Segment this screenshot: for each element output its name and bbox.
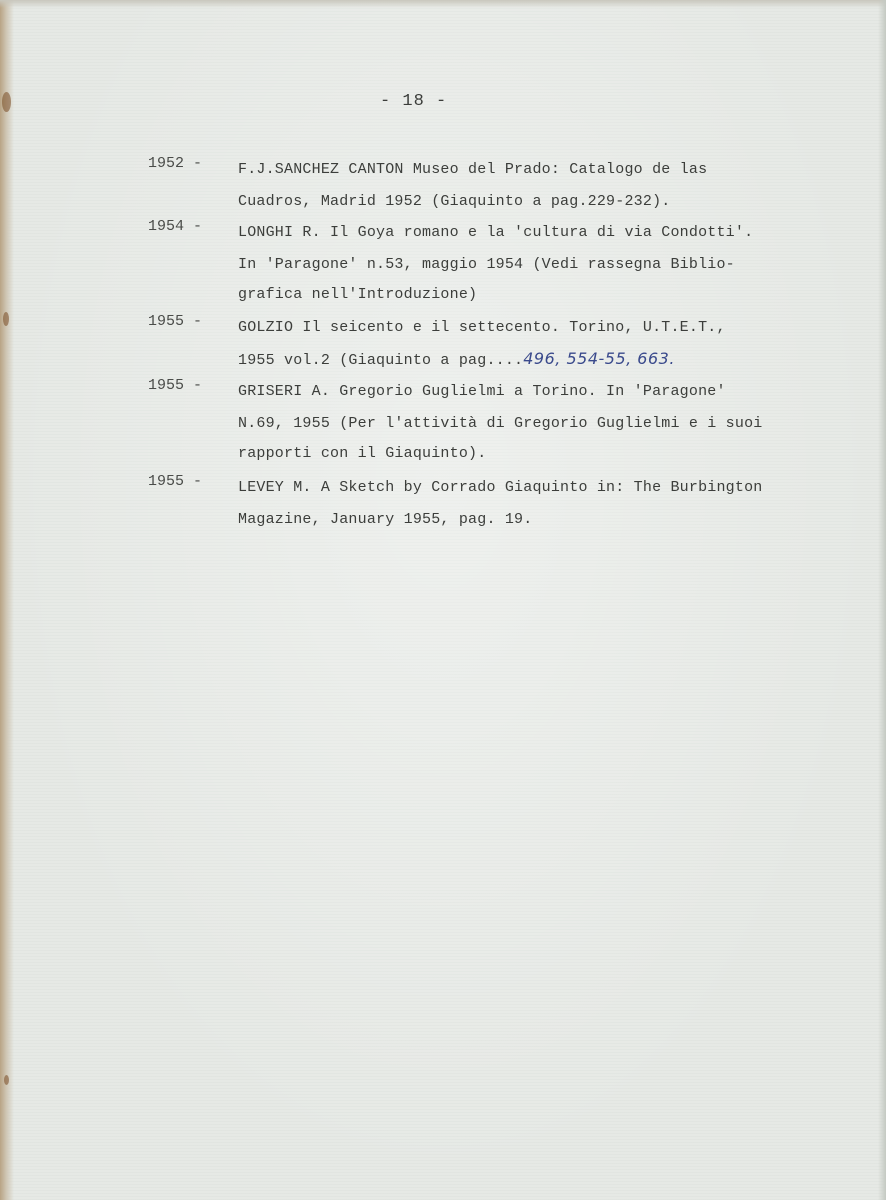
- handwritten-page-note: 496, 554-55, 663.: [523, 349, 675, 368]
- entry-year: 1955 -: [148, 473, 203, 490]
- entry-text-line: Magazine, January 1955, pag. 19.: [238, 511, 533, 528]
- entry-text-line: LEVEY M. A Sketch by Corrado Giaquinto in: The Burbington: [238, 479, 763, 496]
- paper-top-edge: [0, 0, 886, 8]
- paper-right-edge: [878, 0, 886, 1200]
- entry-year: 1952 -: [148, 155, 203, 172]
- entry-text-line: LONGHI R. Il Goya romano e la 'cultura di via Condotti'.: [238, 224, 754, 241]
- entry-year: 1955 -: [148, 313, 203, 330]
- entry-text-segment: 1955 vol.2 (Giaquinto a pag....: [238, 352, 524, 369]
- entry-text-line: GOLZIO Il seicento e il settecento. Torino, U.T.E.T.,: [238, 319, 726, 336]
- entry-text-line: grafica nell'Introduzione): [238, 286, 478, 303]
- entry-text-line: rapporti con il Giaquinto).: [238, 445, 487, 462]
- entry-text-line: F.J.SANCHEZ CANTON Museo del Prado: Catalogo de las: [238, 161, 708, 178]
- paper-stain: [4, 1075, 9, 1085]
- entry-text-line: GRISERI A. Gregorio Guglielmi a Torino. In 'Paragone': [238, 383, 726, 400]
- page-number: - 18 -: [380, 92, 448, 111]
- entry-year: 1954 -: [148, 218, 203, 235]
- entry-text-line: N.69, 1955 (Per l'attività di Gregorio Guglielmi e i suoi: [238, 415, 763, 432]
- entry-text-line-with-note: [238, 349, 675, 369]
- paper-stain: [3, 312, 9, 326]
- entry-text-line: In 'Paragone' n.53, maggio 1954 (Vedi rassegna Biblio-: [238, 256, 735, 273]
- entry-text-line: Cuadros, Madrid 1952 (Giaquinto a pag.229-232).: [238, 193, 671, 210]
- paper-left-edge: [0, 0, 14, 1200]
- paper-stain: [2, 92, 11, 112]
- entry-year: 1955 -: [148, 377, 203, 394]
